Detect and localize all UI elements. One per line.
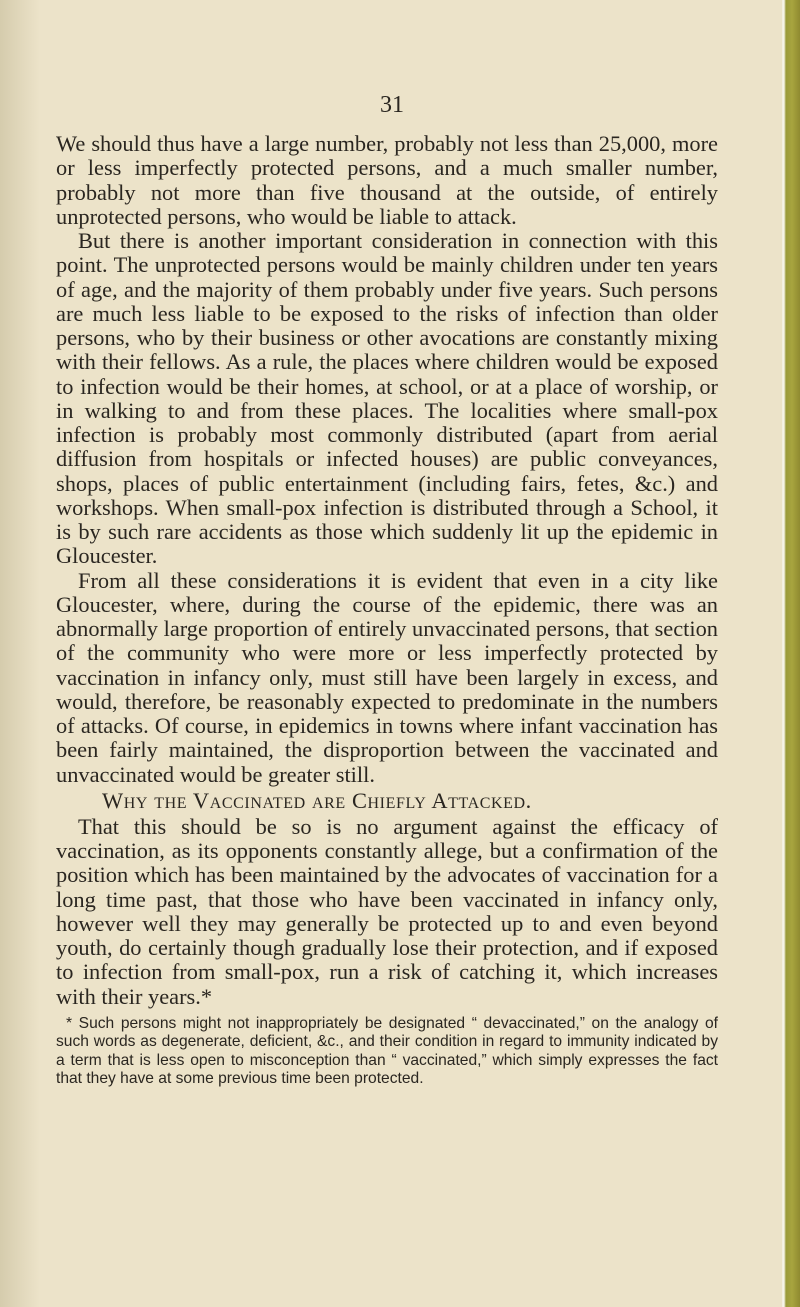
- paragraph-2: But there is another important consideration in connection with this point. The unprotected persons would be mainly children under ten years of age, and the majority of them probably under five years. Such persons are much less liable to be exposed to the risks of infection than older persons, who by their business or other avocations are constantly mixing with their fellows. As a rule, the places where children would be exposed to infection would be their homes, at school, or at a place of worship, or in walking to and from these places. The localities where small-pox infection is probably most commonly distributed (apart from aerial diffusion from hospitals or infected houses) are public conveyances, shops, places of public entertainment (including fairs, fetes, &c.) and workshops. When small-pox infection is distributed through a School, it is by such rare accidents as those which suddenly lit up the epidemic in Gloucester.: [56, 228, 718, 569]
- paragraph-3: From all these considerations it is evident that even in a city like Gloucester, where, during the course of the epidemic, there was an abnormally large proportion of entirely unvaccinated persons, that section of the community who were more or less imperfectly protected by vaccination in infancy only, must still have been largely in excess, and would, therefore, be reasonably expected to predominate in the numbers of attacks. Of course, in epidemics in towns where infant vaccination has been fairly maintained, the disproportion between the vaccinated and unvaccinated would be greater still.: [56, 567, 718, 787]
- body-text: [56, 132, 718, 1088]
- footnote: * Such persons might not inappropriately be designated “ devaccinated,” on the analogy of such words as degenerate, deficient, &c., and their condition in regard to immunity indicated by a term that is less open to misconception than “ vaccinated,” which simply expresses the fact that they have at some previous time been protected.: [56, 1014, 718, 1087]
- paragraph-4: That this should be so is no argument against the efficacy of vaccination, as its opponents constantly allege, but a confirmation of the position which has been maintained by the advocates of vaccination for a long time past, that those who have been vaccinated in infancy only, however well they may generally be protected up to and even beyond youth, do certainly though gradually lose their protection, and if exposed to infection from small-pox, run a risk of catching it, which increases with their years.*: [56, 813, 718, 1009]
- page-gutter-shadow: [0, 0, 40, 1307]
- section-heading: Why the Vaccinated are Chiefly Attacked.: [102, 787, 532, 813]
- page-edge: [782, 0, 800, 1307]
- page-number: 31: [380, 92, 404, 118]
- paragraph-1: We should thus have a large number, probably not less than 25,000, more or less imperfectly protected persons, and a much smaller number, probably not more than five thousand at the outside, of entirely unprotected persons, who would be liable to attack.: [56, 131, 718, 229]
